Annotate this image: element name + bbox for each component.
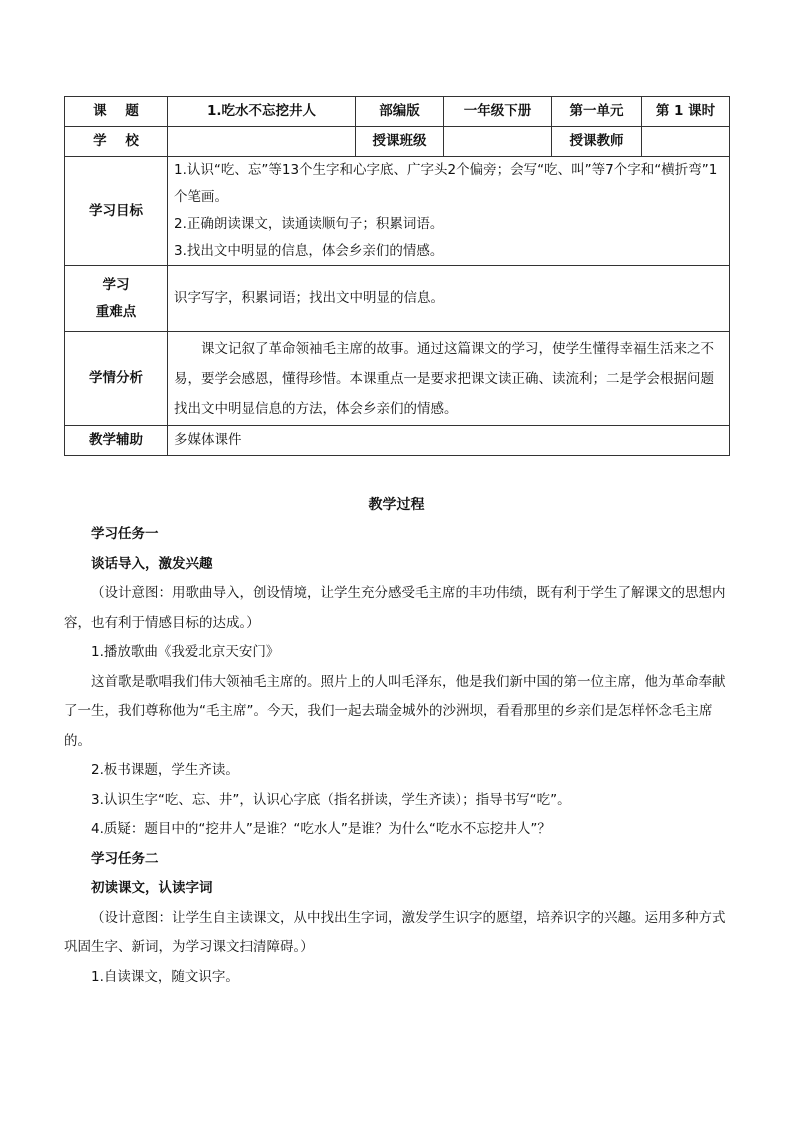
table-row-title	[65, 97, 730, 127]
task2-heading: 学习任务二	[91, 850, 159, 867]
table-row-analysis	[65, 332, 730, 426]
task2-step1: 1.自读课文，随文识字。	[91, 968, 239, 985]
lesson-info-table	[64, 96, 730, 456]
task1-heading: 学习任务一	[91, 526, 159, 542]
table-row-goals	[65, 157, 730, 266]
teacher-label: 授课教师	[552, 127, 642, 157]
school-label: 学 校	[65, 127, 168, 157]
analysis-label: 学情分析	[65, 332, 168, 426]
difficulty-label-line2: 重难点	[95, 303, 137, 320]
lesson-period: 第 1 课时	[642, 97, 730, 127]
difficulty-label-line1: 学习	[102, 276, 130, 293]
task1-step1: 1.播放歌曲《我爱北京天安门》	[91, 644, 280, 660]
task1-step2: 2.板书课题，学生齐读。	[91, 762, 239, 778]
class-label: 授课班级	[356, 127, 444, 157]
table-row-aids	[65, 426, 730, 456]
grade: 一年级下册	[444, 97, 552, 127]
aids-label: 教学辅助	[65, 426, 168, 456]
unit: 第一单元	[552, 97, 642, 127]
aids-content: 多媒体课件	[168, 426, 730, 456]
task1-intent: （设计意图：用歌曲导入，创设情境，让学生充分感受毛主席的丰功伟绩，既有利于学生了解课文的思想内容，也有利于情感目标的达成。）	[64, 585, 726, 631]
goals-label: 学习目标	[65, 157, 168, 266]
task1-step3: 3.认识生字“吃、忘、井”，认识心字底（指名拼读，学生齐读）；指导书写“吃”。	[91, 791, 571, 808]
task1-step4: 4.质疑：题目中的“挖井人”是谁？“吃水人”是谁？为什么“吃水不忘挖井人”？	[91, 821, 551, 837]
table-row-difficulty	[65, 266, 730, 332]
task2-intent: （设计意图：让学生自主读课文，从中找出生字词，激发学生识字的愿望，培养识字的兴趣。运用多种方式巩固生字、新词，为学习课文扫清障碍。）	[64, 909, 726, 955]
task1-narration: 这首歌是歌唱我们伟大领袖毛主席的。照片上的人叫毛泽东，他是我们新中国的第一位主席，他为革命奉献了一生，我们尊称他为“毛主席”。今天，我们一起去瑞金城外的沙洲坝，看看那里的乡亲们是怎样怀念毛主席的。	[64, 673, 726, 749]
difficulty-label	[65, 266, 168, 332]
teaching-process	[64, 490, 729, 992]
teacher-value	[642, 127, 730, 157]
analysis-content: 课文记叙了革命领袖毛主席的故事。通过这篇课文的学习，使学生懂得幸福生活来之不易，要学会感恩，懂得珍惜。本课重点一是要求把课文读正确、读流利；二是学会根据问题找出文中明显信息的方法，体会乡亲们的情感。	[168, 332, 730, 426]
process-title: 教学过程	[368, 497, 425, 513]
topic-label: 课 题	[65, 97, 168, 127]
goal-item: 1.认识“吃、忘”等13个生字和心字底、广字头2个偏旁；会写“吃、叫”等7个字和“横折弯”1个笔画。	[174, 162, 718, 205]
goals-content	[168, 157, 730, 266]
class-value	[444, 127, 552, 157]
lesson-title: 1.吃水不忘挖井人	[168, 97, 356, 127]
edition: 部编版	[356, 97, 444, 127]
task2-subheading: 初读课文，认读字词	[91, 880, 213, 896]
difficulty-content: 识字写字，积累词语；找出文中明显的信息。	[168, 266, 730, 332]
goal-item: 2.正确朗读课文，读通读顺句子；积累词语。	[174, 216, 444, 232]
table-row-school	[65, 127, 730, 157]
goal-item: 3.找出文中明显的信息，体会乡亲们的情感。	[174, 243, 444, 259]
task1-subheading: 谈话导入，激发兴趣	[91, 555, 213, 572]
school-value	[168, 127, 356, 157]
